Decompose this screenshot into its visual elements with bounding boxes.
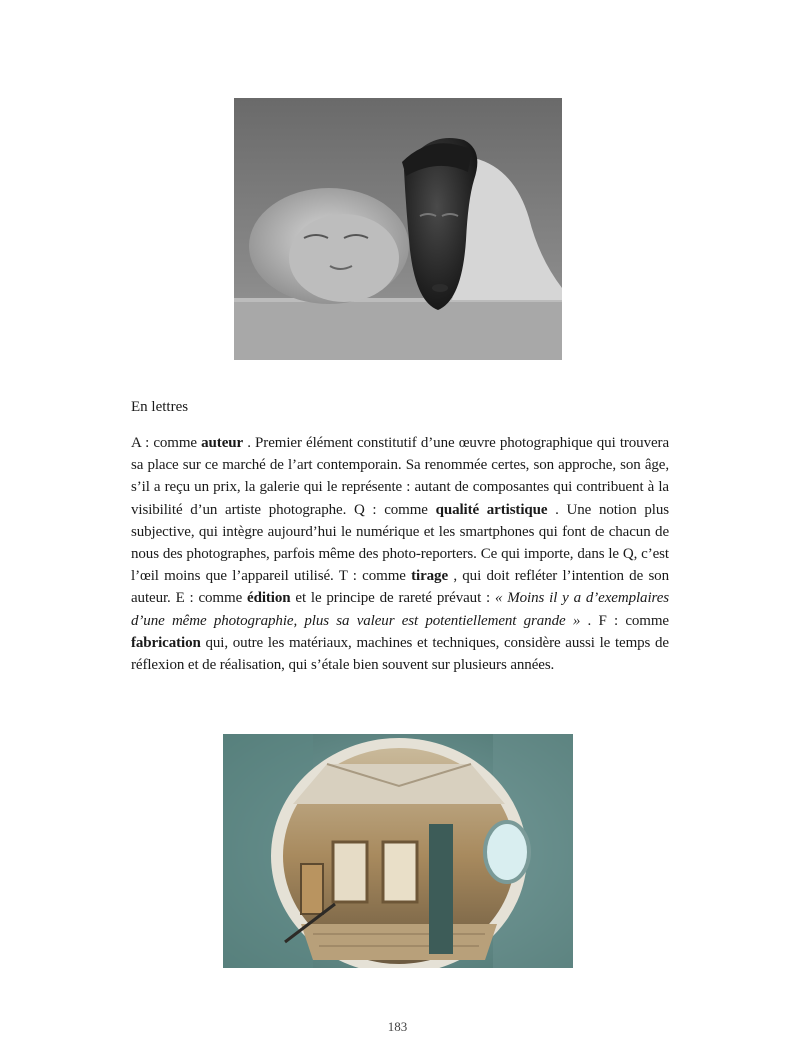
- page-number: 183: [387, 1019, 408, 1034]
- term-auteur: auteur: [201, 435, 244, 451]
- photo-head-with-mask: [234, 98, 562, 360]
- letter-t-text: , qui doit refléter l’intention de son auteur. E : comme: [131, 568, 669, 607]
- letter-a-text: . Premier élément constitutif d’une œuvre photographique qui trouvera sa place sur ce marché de l’art contemporain. Sa renommée certes, son approche, son âge, s’il a reçu un prix, la galerie qui le représente : autant de composantes qui contribuent à la visibilité d’un artiste photographe. Q : comme: [131, 435, 669, 518]
- photo-circular-window-interior: [223, 734, 573, 968]
- section-title: En lettres: [131, 399, 189, 415]
- body-paragraph: [131, 432, 669, 676]
- letter-e-text: et le principe de rareté prévaut :: [290, 590, 495, 607]
- term-tirage: tirage: [411, 568, 449, 585]
- letter-f-text: qui, outre les matériaux, machines et techniques, considère aussi le temps de réflexion et de réalisation, qui s’étale bien souvent sur plusieurs années.: [131, 634, 669, 674]
- term-fabrication: fabrication: [131, 634, 201, 651]
- letter-f-prefix: . F : comme: [580, 612, 669, 629]
- term-edition: édition: [247, 590, 291, 607]
- quote-rarete: « Moins il y a d’exemplaires d’une même photographie, plus sa valeur est potentiellement grande »: [131, 590, 669, 629]
- term-qualite-artistique: qualité artistique: [435, 501, 548, 518]
- letter-a-prefix: A : comme: [131, 435, 202, 451]
- letter-q-text: . Une notion plus subjective, qui intègre aujourd’hui le numérique et les smartphones qui font de chacun de nous des photographes, parfois même des photo-reporters. Ce qui importe, dans le Q, c’est l’œil moins que l’appareil utilisé. T : comme: [131, 501, 669, 585]
